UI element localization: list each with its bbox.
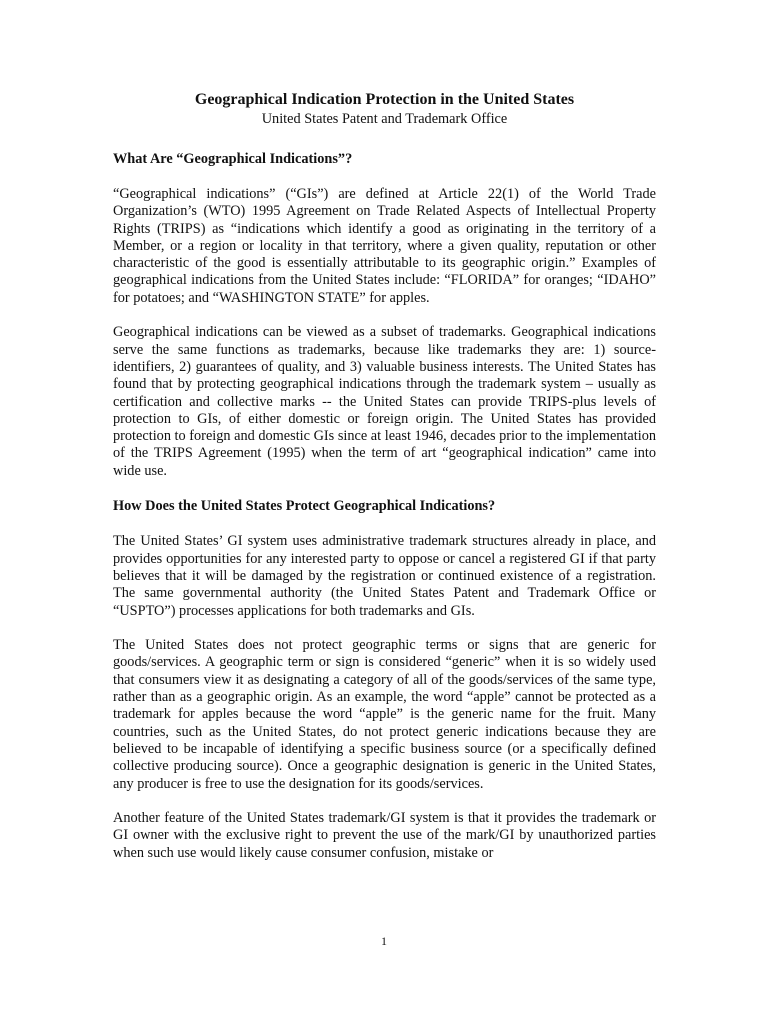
document-page xyxy=(113,90,656,879)
section-heading-what-are-gis: What Are “Geographical Indications”? xyxy=(113,151,353,167)
paragraph-gi-subset-of-trademarks: Geographical indications can be viewed as a subset of trademarks. Geographical indications serve the same functions as trademarks, because like trademarks they are: 1) source-identifiers, 2) guarantees of quality, and 3) valuable business interests. The United States has found that by protecting geographical indications through the trademark system – usually as certification and collective marks -- the United States can provide TRIPS-plus levels of protection to GIs, of either domestic or foreign origin. The United States has provided protection to foreign and domestic GIs since at least 1946, decades prior to the implementation of the TRIPS Agreement (1995) when the term of art “geographical indication” came into wide use. xyxy=(113,324,656,479)
paragraph-gi-definition: “Geographical indications” (“GIs”) are defined at Article 22(1) of the World Trade Organization’s (WTO) 1995 Agreement on Trade Related Aspects of Intellectual Property Rights (TRIPS) as “indications which identify a good as originating in the territory of a Member, or a region or locality in that territory, where a given quality, reputation or other characteristic of the good is essentially attributable to its geographic origin.” Examples of geographical indications from the United States include: “FLORIDA” for oranges; “IDAHO” for potatoes; and “WASHINGTON STATE” for apples. xyxy=(113,186,656,306)
paragraph-us-gi-system: The United States’ GI system uses administrative trademark structures already in place, and provides opportunities for any interested party to oppose or cancel a registered GI if that party believes that it will be damaged by the registration or continued existence of a registration. The same governmental authority (the United States Patent and Trademark Office or “USPTO”) processes applications for both trademarks and GIs. xyxy=(113,533,656,619)
document-subtitle: United States Patent and Trademark Office xyxy=(261,111,508,127)
section-heading-how-us-protects: How Does the United States Protect Geographical Indications? xyxy=(113,498,496,515)
paragraph-exclusive-right: Another feature of the United States trademark/GI system is that it provides the trademark or GI owner with the exclusive right to prevent the use of the mark/GI by unauthorized parties when such use would likely cause consumer confusion, mistake or xyxy=(113,810,656,861)
document-title: Geographical Indication Protection in the United States xyxy=(194,91,575,108)
page-number: 1 xyxy=(381,934,387,948)
paragraph-generic-terms: The United States does not protect geographic terms or signs that are generic for goods/services. A geographic term or sign is considered “generic” when it is so widely used that consumers view it as designating a category of all of the goods/services of the same type, rather than as a geographic origin. As an example, the word “apple” cannot be protected as a trademark for apples because the word “apple” is the generic name for the fruit. Many countries, such as the United States, do not protect generic indications because they are believed to be incapable of identifying a specific business source (or a specifically defined collective producing source). Once a geographic designation is generic in the United States, any producer is free to use the designation for its goods/services. xyxy=(113,637,656,792)
